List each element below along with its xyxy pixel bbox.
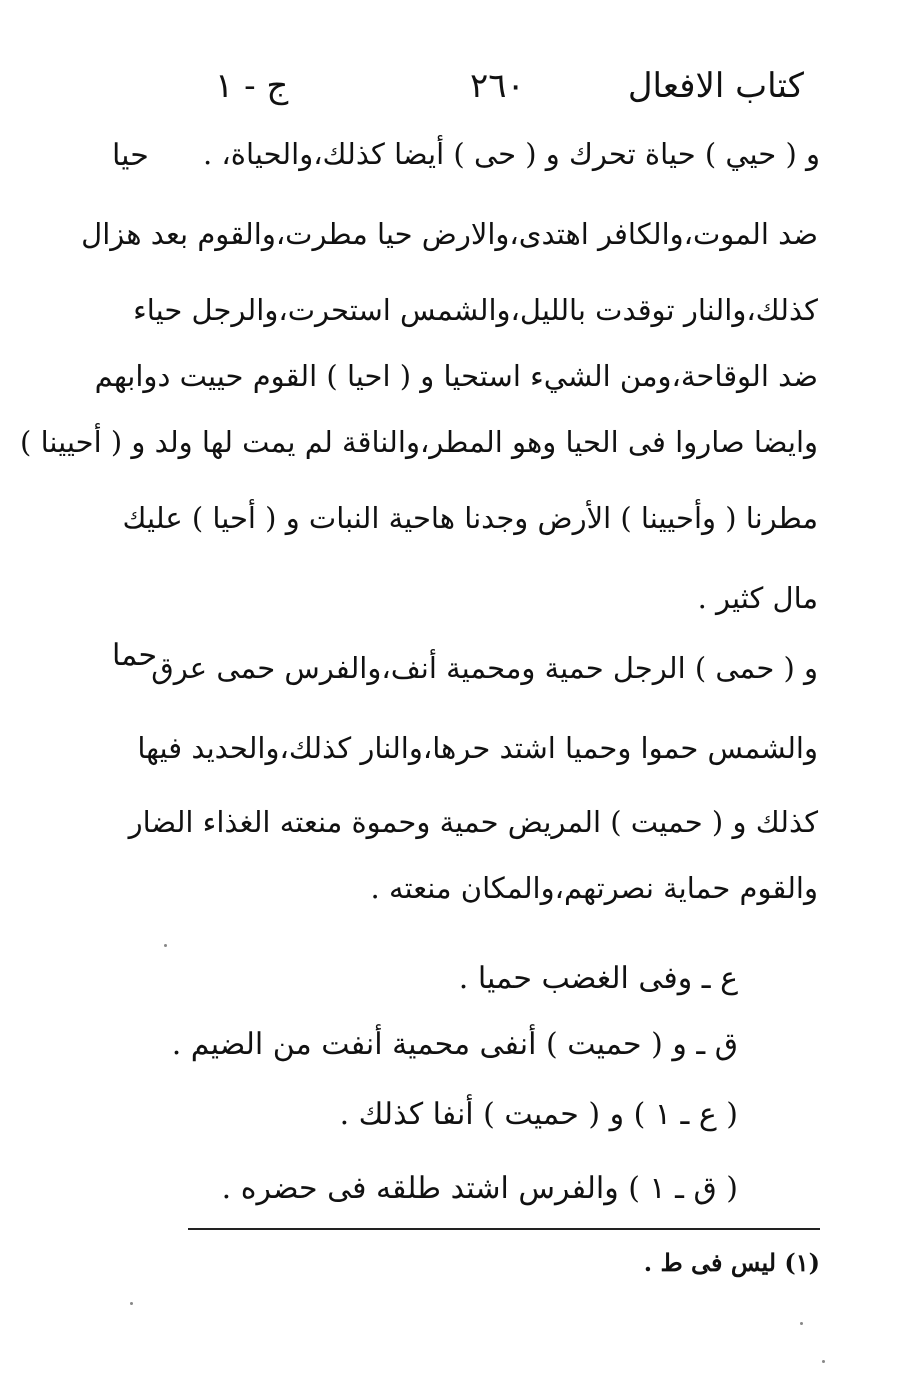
entry1-line-4: ضد الوقاحة،ومن الشيء استحيا و ( احيا ) القوم حييت دوابهم	[94, 359, 818, 393]
variant-1: ع ـ وفى الغضب حميا .	[458, 961, 738, 996]
variant-2: ق ـ و ( حميت ) أنفى محمية أنفت من الضيم .	[171, 1027, 738, 1062]
page-number: ٢٦٠	[470, 66, 525, 106]
scan-speck	[822, 1360, 825, 1363]
margin-root-hama: حما	[112, 638, 158, 673]
entry2-line-4: والقوم حماية نصرتهم،والمكان منعته .	[370, 871, 818, 905]
book-title: كتاب الافعال	[627, 66, 804, 106]
scan-speck	[800, 1322, 803, 1325]
scan-speck	[130, 1302, 133, 1305]
entry1-line-6: مطرنا ( وأحيينا ) الأرض وجدنا هاحية النبات و ( أحيا ) عليك	[122, 501, 818, 535]
footnote-rule	[188, 1228, 820, 1230]
entry2-line-2: والشمس حموا وحميا اشتد حرها،والنار كذلك،والحديد فيها	[137, 731, 818, 765]
entry1-line-7: مال كثير .	[697, 581, 818, 615]
variant-3: ( ع ـ ١ ) و ( حميت ) أنفا كذلك .	[339, 1097, 738, 1132]
entry2-line-3: كذلك و ( حميت ) المريض حمية وحموة منعته الغذاء الضار	[128, 805, 818, 839]
variant-4: ( ق ـ ١ ) والفرس اشتد طلقه فى حضره .	[221, 1171, 738, 1206]
entry1-line-3: كذلك،والنار توقدت بالليل،والشمس استحرت،والرجل حياء	[133, 293, 818, 327]
footnote: (١) ليس فى ط .	[643, 1248, 820, 1277]
entry1-line-5: وايضا صاروا فى الحيا وهو المطر،والناقة لم يمت لها ولد و ( أحيينا )	[20, 425, 818, 459]
scan-speck	[164, 944, 167, 947]
volume-label: ج - ١	[215, 66, 289, 106]
entry1-line-1: و ( حيي ) حياة تحرك و ( حى ) أيضا كذلك،والحياة، .	[203, 137, 820, 171]
margin-root-hayya: حيا	[112, 138, 149, 173]
entry2-line-1: و ( حمى ) الرجل حمية ومحمية أنف،والفرس حمى عرق	[151, 651, 818, 685]
entry1-line-2: ضد الموت،والكافر اهتدى،والارض حيا مطرت،والقوم بعد هزال	[81, 217, 818, 251]
